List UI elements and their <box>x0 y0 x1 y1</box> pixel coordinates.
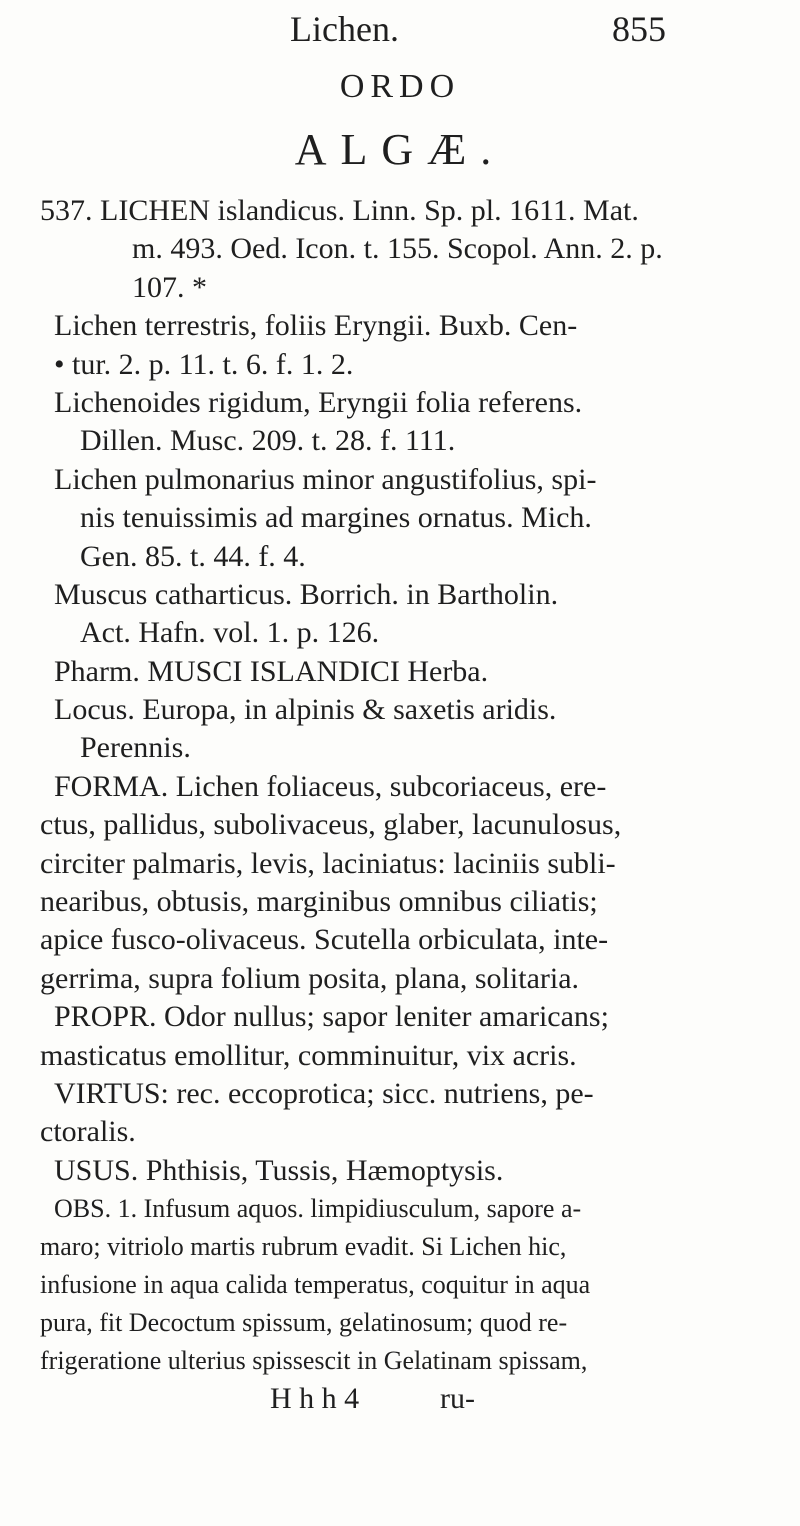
text-line: Act. Hafn. vol. 1. p. 126. <box>80 616 380 650</box>
text-line: USUS. Phthisis, Tussis, Hæmoptysis. <box>54 1153 504 1187</box>
text-line: Gen. 85. t. 44. f. 4. <box>80 539 306 573</box>
text-line: Muscus catharticus. Borrich. in Bartholin. <box>54 577 559 611</box>
page-number: 855 <box>612 9 666 49</box>
text-line: Lichenoides rigidum, Eryngii folia referens. <box>54 385 583 419</box>
text-line: gerrima, supra folium posita, plana, solitaria. <box>40 961 580 995</box>
text-line: Lichen pulmonarius minor angustifolius, spi- <box>54 462 597 496</box>
text-line: nearibus, obtusis, marginibus omnibus ciliatis; <box>40 885 598 919</box>
entry-text <box>40 192 775 1419</box>
text-line: Dillen. Musc. 209. t. 28. f. 111. <box>80 424 456 458</box>
text-line: Pharm. MUSCI ISLANDICI Herba. <box>54 654 489 688</box>
text-line: FORMA. Lichen foliaceus, subcoriaceus, ere- <box>54 769 607 803</box>
text-line: Lichen terrestris, foliis Eryngii. Buxb. Cen- <box>54 309 578 343</box>
text-line: maro; vitriolo martis rubrum evadit. Si Lichen hic, <box>40 1232 567 1262</box>
signature-mark: H h h 4 <box>270 1382 360 1416</box>
ordo-heading: ORDO <box>339 68 461 105</box>
text-line: masticatus emollitur, comminuitur, vix acris. <box>40 1038 577 1072</box>
text-line: frigeratione ulterius spissescit in Gelatinam spissam, <box>40 1346 588 1376</box>
text-line: PROPR. Odor nullus; sapor leniter amaricans; <box>54 1000 609 1034</box>
text-line: ctoralis. <box>40 1115 136 1149</box>
text-line: m. 493. Oed. Icon. t. 155. Scopol. Ann. 2. p. <box>132 232 663 266</box>
text-line: ctus, pallidus, subolivaceus, glaber, lacunulosus, <box>40 808 622 842</box>
text-line: apice fusco-olivaceus. Scutella orbiculata, inte- <box>40 923 609 957</box>
text-line: infusione in aqua calida temperatus, coquitur in aqua <box>40 1270 591 1300</box>
text-line: circiter palmaris, levis, laciniatus: laciniis subli- <box>40 846 616 880</box>
catchword: ru- <box>440 1382 475 1416</box>
text-line: • tur. 2. p. 11. t. 6. f. 1. 2. <box>54 347 354 381</box>
running-title: Lichen. <box>290 9 399 49</box>
text-line: Locus. Europa, in alpinis & saxetis aridis. <box>54 693 557 727</box>
text-line: VIRTUS: rec. eccoprotica; sicc. nutriens, pe- <box>54 1076 594 1110</box>
text-line: nis tenuissimis ad margines ornatus. Mich. <box>80 501 592 535</box>
text-line: 537. LICHEN islandicus. Linn. Sp. pl. 1611. Mat. <box>40 194 639 227</box>
text-line: OBS. 1. Infusum aquos. limpidiusculum, sapore a- <box>54 1194 582 1224</box>
text-line: pura, fit Decoctum spissum, gelatinosum; quod re- <box>40 1308 568 1338</box>
text-line: 107. * <box>132 270 207 304</box>
running-head <box>0 8 800 68</box>
text-line: Perennis. <box>80 731 191 765</box>
class-heading: ALGÆ. <box>294 125 506 174</box>
footer-line <box>40 1380 775 1418</box>
